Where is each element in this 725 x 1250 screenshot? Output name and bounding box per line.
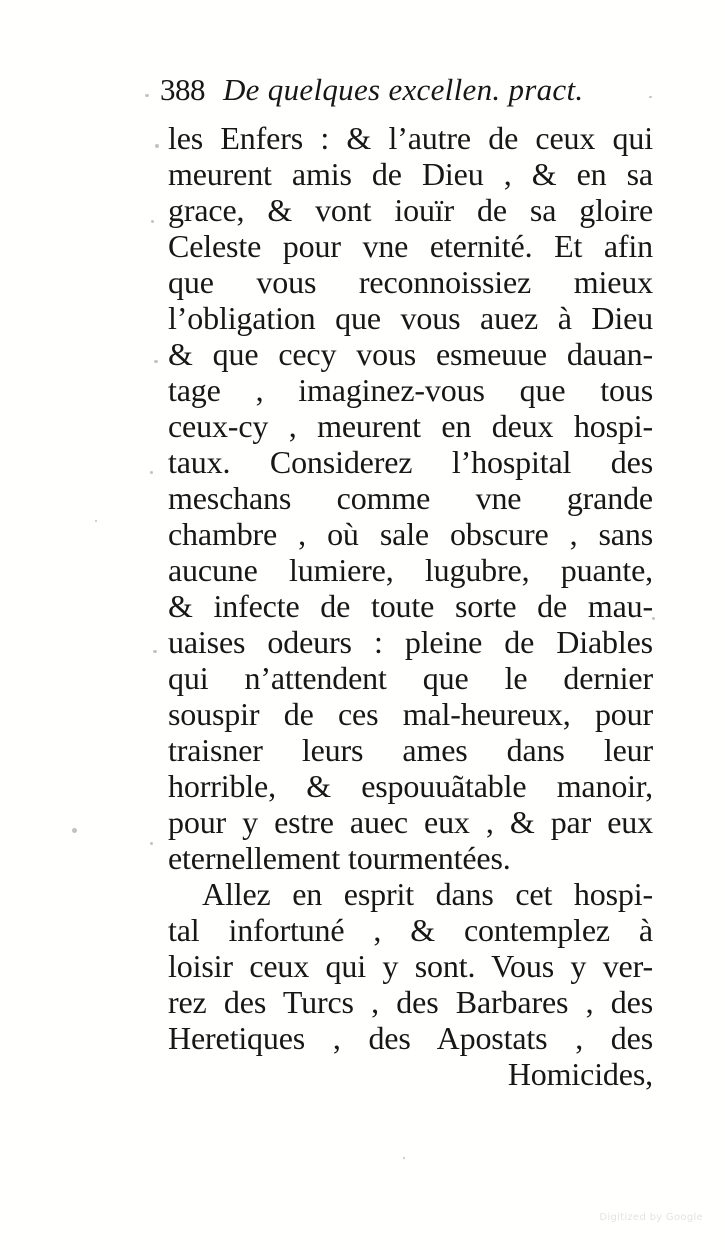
text-line: que vous reconnoissiez mieux [168, 264, 653, 300]
text-line: l’obligation que vous auez à Dieu [168, 300, 653, 336]
text-line: Heretiques , des Apostats , des [168, 1020, 653, 1056]
digitization-watermark: Digitized by Google [599, 1211, 703, 1223]
ink-speck [403, 1157, 405, 1159]
text-line: & infecte de toute sorte de mau- [168, 588, 653, 624]
running-head [160, 70, 660, 110]
ink-speck [649, 96, 652, 98]
text-line: traisner leurs ames dans leur [168, 732, 653, 768]
text-line: Allez en esprit dans cet hospi- [202, 876, 653, 912]
text-line: taux. Considerez l’hospital des [168, 444, 653, 480]
text-line: horrible, & espouuãtable manoir, [168, 768, 653, 804]
ink-speck [150, 471, 153, 474]
text-line: tage , imaginez-vous que tous [168, 372, 653, 408]
ink-speck [95, 520, 97, 522]
text-line: qui n’attendent que le dernier [168, 660, 653, 696]
catchword: Homicides, [507, 1056, 653, 1092]
running-title: De quelques excellen. pract. [223, 72, 584, 107]
ink-speck [155, 144, 159, 148]
ink-speck [145, 94, 149, 97]
text-line: uaises odeurs : pleine de Diables [168, 624, 653, 660]
ink-speck [151, 220, 154, 223]
text-line: eternellement tourmentées. [168, 840, 511, 876]
text-line: rez des Turcs , des Barbares , des [168, 984, 653, 1020]
text-line: loisir ceux qui y sont. Vous y ver- [168, 948, 653, 984]
ink-speck [153, 650, 157, 653]
text-line: meschans comme vne grande [168, 480, 653, 516]
text-line: tal infortuné , & contemplez à [168, 912, 653, 948]
text-line: pour y estre auec eux , & par eux [168, 804, 653, 840]
text-line: Celeste pour vne eternité. Et afin [168, 228, 653, 264]
text-line: les Enfers : & l’autre de ceux qui [168, 120, 653, 156]
text-line: souspir de ces mal-heureux, pour [168, 696, 653, 732]
ink-speck [154, 360, 158, 363]
ink-speck [652, 617, 655, 620]
ink-speck [72, 828, 77, 833]
text-line: meurent amis de Dieu , & en sa [168, 156, 653, 192]
text-line: ceux-cy , meurent en deux hospi- [168, 408, 653, 444]
text-line: & que cecy vous esmeuue dauan- [168, 336, 653, 372]
text-line: grace, & vont iouïr de sa gloire [168, 192, 653, 228]
ink-speck [150, 842, 153, 845]
text-line: chambre , où sale obscure , sans [168, 516, 653, 552]
page-number: 388 [160, 72, 205, 107]
body-text [168, 110, 663, 1130]
text-line: aucune lumiere, lugubre, puante, [168, 552, 653, 588]
